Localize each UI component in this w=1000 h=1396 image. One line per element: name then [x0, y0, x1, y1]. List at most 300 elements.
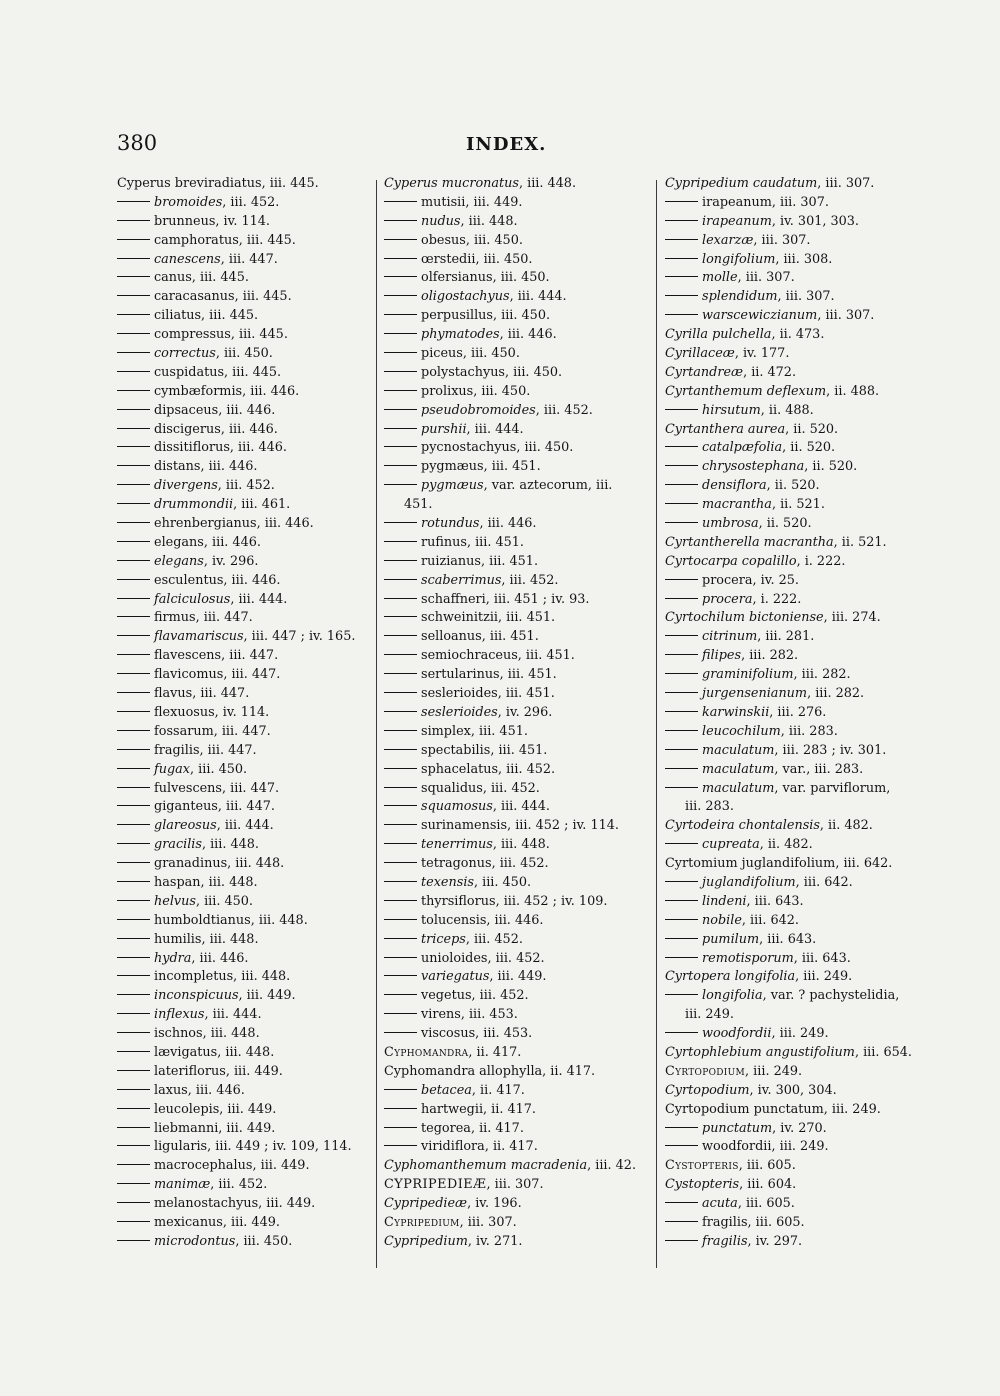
index-entry [384, 345, 654, 364]
index-entry [117, 477, 375, 496]
entry-reference: , ii. 417. [542, 1063, 596, 1079]
index-entry [384, 987, 654, 1006]
entry-name: dipsaceus [154, 402, 219, 418]
index-entry [384, 591, 654, 610]
entry-reference: , iii. 451. [483, 459, 541, 475]
entry-name: pygmæus [421, 459, 484, 475]
ditto-dash [117, 295, 150, 296]
entry-reference: , iii. 450. [465, 232, 523, 248]
entry-reference: , iii. 448. [250, 912, 308, 928]
entry-name: Cyphomandra [384, 1044, 469, 1060]
entry-reference: , ii. 417. [470, 1120, 524, 1136]
ditto-dash [384, 843, 417, 844]
entry-name: spectabilis [421, 742, 491, 758]
entry-name: ehrenbergianus [154, 516, 257, 532]
entry-reference: , var. aztecorum, iii. [483, 478, 613, 494]
entry-reference: , iv. 300, 304. [749, 1082, 837, 1098]
entry-name: flavamariscus [154, 629, 244, 645]
entry-reference: , ii. 473. [771, 327, 825, 343]
entry-name: falciculosus [154, 591, 231, 607]
entry-reference: , iii. 450. [505, 364, 563, 380]
index-entry [384, 269, 654, 288]
index-entry [117, 326, 375, 345]
ditto-dash [117, 560, 150, 561]
entry-reference: , iii. 452. [487, 950, 545, 966]
entry-name: melanostachyus [154, 1196, 259, 1212]
index-entry [117, 931, 375, 950]
entry-name: ruizianus [421, 553, 481, 569]
entry-name: Cyrillaceæ [665, 346, 735, 362]
index-entry [117, 345, 375, 364]
entry-reference: , ii. 472. [743, 364, 797, 380]
entry-name: pseudobromoides [421, 402, 536, 418]
entry-name: woodfordii [702, 1139, 772, 1155]
index-entry [665, 704, 915, 723]
entry-name: pumilum [702, 931, 760, 947]
index-entry [384, 666, 654, 685]
entry-name: bromoides [154, 194, 223, 210]
entry-name: unioloides [421, 950, 488, 966]
entry-name: rotundus [421, 516, 480, 532]
entry-reference: , iii. 642. [741, 912, 799, 928]
entry-reference: , iii. 643. [746, 893, 804, 909]
entry-reference: , iii. 451 ; iv. 93. [485, 591, 590, 607]
entry-name: perpusillus [421, 308, 493, 324]
ditto-dash [665, 295, 698, 296]
entry-reference: , iii. 448. [201, 931, 259, 947]
entry-reference: , iii. 450. [475, 251, 533, 267]
entry-name: semiochraceus [421, 648, 518, 664]
index-entry [117, 987, 375, 1006]
entry-reference: , iii. 446. [223, 572, 281, 588]
entry-reference: , iii. 276. [769, 704, 827, 720]
index-entry [665, 893, 915, 912]
entry-name: granadinus [154, 856, 228, 872]
entry-reference: , iii. 307. [817, 176, 875, 191]
entry-name: dissitiflorus [154, 440, 230, 456]
index-entry [665, 855, 915, 874]
ditto-dash [117, 711, 150, 712]
entry-name: fragilis [702, 1233, 748, 1249]
entry-name: glareosus [154, 818, 217, 834]
entry-name: Cyrtocarpa copalillo [665, 553, 797, 569]
entry-reference: , iii. 452. [471, 988, 529, 1004]
entry-name: Cyperus breviradiatus [117, 176, 262, 191]
index-entry [384, 534, 654, 553]
ditto-dash [665, 1240, 698, 1241]
ditto-dash [117, 881, 150, 882]
index-entry [665, 345, 915, 364]
entry-name: mutisii [421, 194, 466, 210]
entry-reference: , iii. 451. [490, 742, 548, 758]
ditto-dash [117, 692, 150, 693]
entry-reference: , iii. 446. [229, 440, 287, 456]
ditto-dash [117, 465, 150, 466]
ditto-dash [665, 768, 698, 769]
entry-name: citrinum [702, 629, 758, 645]
index-entry [665, 609, 915, 628]
entry-reference: , iii. 449. [225, 1063, 283, 1079]
index-entry [384, 1044, 654, 1063]
index-entry [665, 1138, 915, 1157]
entry-reference: , iii. 450. [473, 383, 531, 399]
ditto-dash [384, 598, 417, 599]
ditto-dash [665, 201, 698, 202]
entry-name: filipes [702, 648, 742, 664]
index-entry [665, 402, 915, 421]
entry-reference: , i. 222. [752, 591, 802, 607]
entry-name: graminifolium [702, 667, 794, 683]
ditto-dash [665, 900, 698, 901]
index-entry [117, 704, 375, 723]
entry-name: liebmanni [154, 1120, 219, 1136]
entry-name: macrocephalus [154, 1158, 253, 1174]
index-entry [384, 931, 654, 950]
index-entry [665, 269, 915, 288]
ditto-dash [665, 749, 698, 750]
entry-name: variegatus [421, 969, 490, 985]
page-number: 380 [117, 131, 158, 155]
index-entry [384, 496, 654, 515]
entry-reference: , iii. 448. [518, 176, 577, 191]
entry-reference: , iii. 447. [223, 667, 281, 683]
index-entry [384, 477, 654, 496]
entry-name: correctus [154, 346, 216, 362]
entry-reference: , iii. 452. [482, 780, 540, 796]
entry-reference: , iii. 447. [221, 648, 279, 664]
entry-reference: , ii. 482. [759, 837, 813, 853]
entry-name: CYPRIPEDIEÆ [384, 1177, 487, 1193]
index-entry [665, 1195, 915, 1214]
index-entry [384, 288, 654, 307]
entry-reference: , iii. 445. [230, 327, 288, 343]
index-entry [665, 912, 915, 931]
index-entry [117, 439, 375, 458]
index-entry [117, 175, 375, 194]
entry-reference: , iii. 445. [238, 232, 296, 248]
ditto-dash [665, 1221, 698, 1222]
entry-name: viscosus [421, 1026, 476, 1042]
entry-name: virens [421, 1007, 461, 1023]
entry-name: helvus [154, 893, 196, 909]
entry-name: leucochilum [702, 723, 781, 739]
entry-reference: , iv. 296. [203, 553, 259, 569]
ditto-dash [117, 843, 150, 844]
entry-reference: , iii. 450. [462, 346, 520, 362]
entry-reference: , iii. 307. [753, 232, 811, 248]
entry-name: fugax [154, 761, 191, 777]
entry-reference: , iii. 308. [775, 251, 833, 267]
ditto-dash [665, 484, 698, 485]
index-entry [117, 307, 375, 326]
entry-reference: , iii. 450. [473, 874, 532, 890]
entry-reference: , ii. 520. [785, 421, 839, 437]
entry-reference: , iv. 196. [467, 1196, 522, 1212]
index-entry [117, 628, 375, 647]
entry-reference: , iii. 451. [466, 534, 524, 550]
entry-name: procera [702, 591, 753, 607]
entry-reference: , iii. 448. [200, 874, 258, 890]
entry-reference: , iv. 296. [497, 704, 553, 720]
entry-reference: , iii. 449. [238, 988, 296, 1004]
entry-reference: , iii. 450. [516, 440, 574, 456]
ditto-dash [117, 994, 150, 995]
entry-name: incompletus [154, 969, 234, 985]
ditto-dash [665, 220, 698, 221]
index-entry [665, 439, 915, 458]
entry-name: polystachyus [421, 364, 506, 380]
entry-name: cymbæformis [154, 383, 243, 399]
entry-name: juglandifolium [702, 874, 796, 890]
entry-name: maculatum [702, 780, 775, 796]
entry-name: woodfordii [702, 1026, 772, 1042]
entry-reference: , iii. 449. [222, 1214, 280, 1230]
entry-name: fossarum [154, 723, 214, 739]
entry-reference: , iii. 450. [492, 270, 550, 286]
entry-reference: , iii. 450. [492, 308, 551, 324]
index-entry [117, 1006, 375, 1025]
index-entry [384, 1006, 654, 1025]
index-entry [384, 855, 654, 874]
index-entry [384, 553, 654, 572]
entry-reference: , ii. 417. [468, 1044, 522, 1060]
ditto-dash [117, 503, 150, 504]
entry-name: cuspidatus [154, 364, 225, 380]
entry-reference: , iii. 307. [459, 1214, 517, 1230]
ditto-dash [117, 1051, 150, 1052]
entry-reference: , iii. 452. [222, 194, 280, 210]
entry-reference: , iii. 448. [201, 837, 259, 853]
entry-name: drummondii [154, 497, 234, 513]
ditto-dash [384, 428, 417, 429]
ditto-dash [117, 938, 150, 939]
entry-name: seslerioides [421, 704, 498, 720]
ditto-dash [384, 1032, 417, 1033]
entry-reference: , iii. 449. [219, 1101, 277, 1117]
index-entry [117, 1233, 375, 1252]
ditto-dash [384, 1089, 417, 1090]
ditto-dash [117, 1240, 150, 1241]
entry-reference: , iii. 444. [216, 818, 274, 834]
entry-name: pygmæus [421, 478, 484, 494]
entry-reference: , iii. 446. [218, 402, 276, 418]
entry-reference: , iii. 642. [795, 874, 853, 890]
ditto-dash [665, 239, 698, 240]
index-column-3 [665, 175, 915, 1252]
entry-reference: , iii. 449. [465, 194, 523, 210]
entry-reference: , iii. 453. [475, 1026, 533, 1042]
index-entry [384, 402, 654, 421]
index-entry [117, 269, 375, 288]
entry-reference: , iii. 447. [195, 610, 253, 626]
entry-name: texensis [421, 874, 474, 890]
entry-name: laxus [154, 1082, 188, 1098]
entry-reference: , iii. 448. [202, 1026, 260, 1042]
ditto-dash [117, 276, 150, 277]
index-entry [117, 496, 375, 515]
entry-reference: , iii. 307. [817, 308, 875, 324]
index-entry [117, 515, 375, 534]
entry-name: chrysostephana [702, 459, 805, 475]
entry-reference: , iii. 451. [517, 648, 575, 664]
index-entry [665, 685, 915, 704]
entry-reference: , iii. 283. [780, 723, 838, 739]
entry-reference: , iii. 447. [213, 723, 271, 739]
entry-reference: , iv. 114. [215, 213, 270, 229]
ditto-dash [384, 824, 417, 825]
entry-reference: , iii. 451. [499, 667, 557, 683]
ditto-dash [665, 919, 698, 920]
entry-name: elegans [154, 534, 204, 550]
entry-reference: , var., iii. 283. [774, 761, 864, 777]
ditto-dash [384, 314, 417, 315]
entry-name: manimæ [154, 1177, 211, 1193]
entry-name: cupreata [702, 837, 760, 853]
ditto-dash [117, 1032, 150, 1033]
entry-reference: , iv. 114. [214, 704, 270, 720]
entry-name: Cyrtopera longifolia [665, 969, 796, 985]
index-entry [665, 326, 915, 345]
entry-reference: , iii. 450. [235, 1233, 293, 1249]
index-entry [384, 647, 654, 666]
entry-reference: , iii. 444. [230, 591, 288, 607]
ditto-dash [384, 768, 417, 769]
entry-name: scaberrimus [421, 572, 502, 588]
ditto-dash [384, 711, 417, 712]
entry-name: Cypripedium [384, 1214, 460, 1230]
index-entry [384, 364, 654, 383]
index-entry [384, 515, 654, 534]
index-entry [665, 761, 915, 780]
ditto-dash [665, 957, 698, 958]
entry-reference: , iii. 461. [233, 497, 291, 513]
ditto-dash [117, 409, 150, 410]
ditto-dash [665, 503, 698, 504]
ditto-dash [665, 446, 698, 447]
ditto-dash [665, 1202, 698, 1203]
index-entry [665, 232, 915, 251]
entry-name: sertularinus [421, 667, 500, 683]
entry-reference: , iii. 643. [759, 931, 817, 947]
entry-reference: , iii. 449. [218, 1120, 276, 1136]
ditto-dash [384, 333, 417, 334]
ditto-dash [117, 541, 150, 542]
index-entry [665, 1025, 915, 1044]
entry-reference: , iii. 444. [492, 799, 550, 815]
entry-reference: , iii. 452. [217, 478, 275, 494]
ditto-dash [117, 1013, 150, 1014]
index-entry [665, 421, 915, 440]
entry-name: haspan [154, 874, 201, 890]
index-entry [665, 874, 915, 893]
index-entry [117, 742, 375, 761]
entry-reference: , ii. 520. [766, 478, 820, 494]
entry-name: Cyrilla pulchella [665, 327, 772, 343]
entry-reference: , ii. 520. [804, 459, 858, 475]
entry-name: iii. 283. [685, 799, 734, 815]
ditto-dash [384, 446, 417, 447]
ditto-dash [117, 673, 150, 674]
ditto-dash [117, 768, 150, 769]
entry-name: splendidum [702, 289, 778, 305]
index-entry [384, 1157, 654, 1176]
entry-name: microdontus [154, 1233, 236, 1249]
ditto-dash [665, 673, 698, 674]
ditto-dash [384, 862, 417, 863]
ditto-dash [384, 371, 417, 372]
ditto-dash [117, 428, 150, 429]
entry-reference: , iii. 282. [793, 667, 851, 683]
index-entry [665, 1082, 915, 1101]
index-entry [384, 1082, 654, 1101]
entry-name: Cyphomandra allophylla [384, 1063, 543, 1079]
entry-reference: , iii. 452 ; iv. 114. [507, 818, 619, 834]
ditto-dash [117, 371, 150, 372]
entry-reference: , iii. 643. [793, 950, 851, 966]
entry-reference: , iii. 445. [201, 308, 259, 324]
index-entry [384, 383, 654, 402]
entry-name: seslerioides [421, 686, 498, 702]
index-entry [117, 893, 375, 912]
entry-name: Cyrtochilum bictoniense [665, 610, 824, 626]
entry-reference: , ii. 521. [833, 534, 887, 550]
entry-name: flavescens [154, 648, 222, 664]
entry-reference: , ii. 520. [758, 516, 812, 532]
index-entry [665, 383, 915, 402]
entry-reference: , iii. 445. [224, 364, 282, 380]
entry-name: sphacelatus [421, 761, 499, 777]
entry-name: flavicomus [154, 667, 224, 683]
index-entry [117, 1195, 375, 1214]
ditto-dash [384, 390, 417, 391]
index-entry [117, 874, 375, 893]
ditto-dash [665, 409, 698, 410]
index-entry [665, 496, 915, 515]
ditto-dash [117, 201, 150, 202]
entry-name: 451. [404, 497, 433, 513]
index-entry [117, 553, 375, 572]
entry-reference: , iii. 450. [190, 761, 248, 777]
entry-name: camphoratus [154, 232, 239, 248]
ditto-dash [117, 1164, 150, 1165]
entry-reference: , iii. 448. [227, 856, 285, 872]
index-entry [117, 647, 375, 666]
ditto-dash [117, 579, 150, 580]
index-entry [384, 1025, 654, 1044]
entry-reference: , iii. 445. [234, 289, 292, 305]
entry-name: umbrosa [702, 516, 759, 532]
index-entry [117, 232, 375, 251]
index-entry [384, 1101, 654, 1120]
entry-reference: , iii. 605. [737, 1196, 795, 1212]
entry-reference: , iii. 452. [501, 572, 559, 588]
ditto-dash [117, 957, 150, 958]
ditto-dash [384, 994, 417, 995]
entry-reference: , iii. 445. [261, 176, 319, 191]
entry-name: purshii [421, 421, 467, 437]
entry-reference: , iii. 449. [252, 1158, 310, 1174]
index-entry [384, 761, 654, 780]
entry-name: lindeni [702, 893, 747, 909]
entry-name: squamosus [421, 799, 493, 815]
index-entry [384, 421, 654, 440]
ditto-dash [117, 1070, 150, 1071]
index-entry [665, 553, 915, 572]
index-entry [117, 1063, 375, 1082]
entry-name: simplex [421, 723, 471, 739]
entry-reference: , iii. 274. [823, 610, 881, 626]
ditto-dash [665, 579, 698, 580]
